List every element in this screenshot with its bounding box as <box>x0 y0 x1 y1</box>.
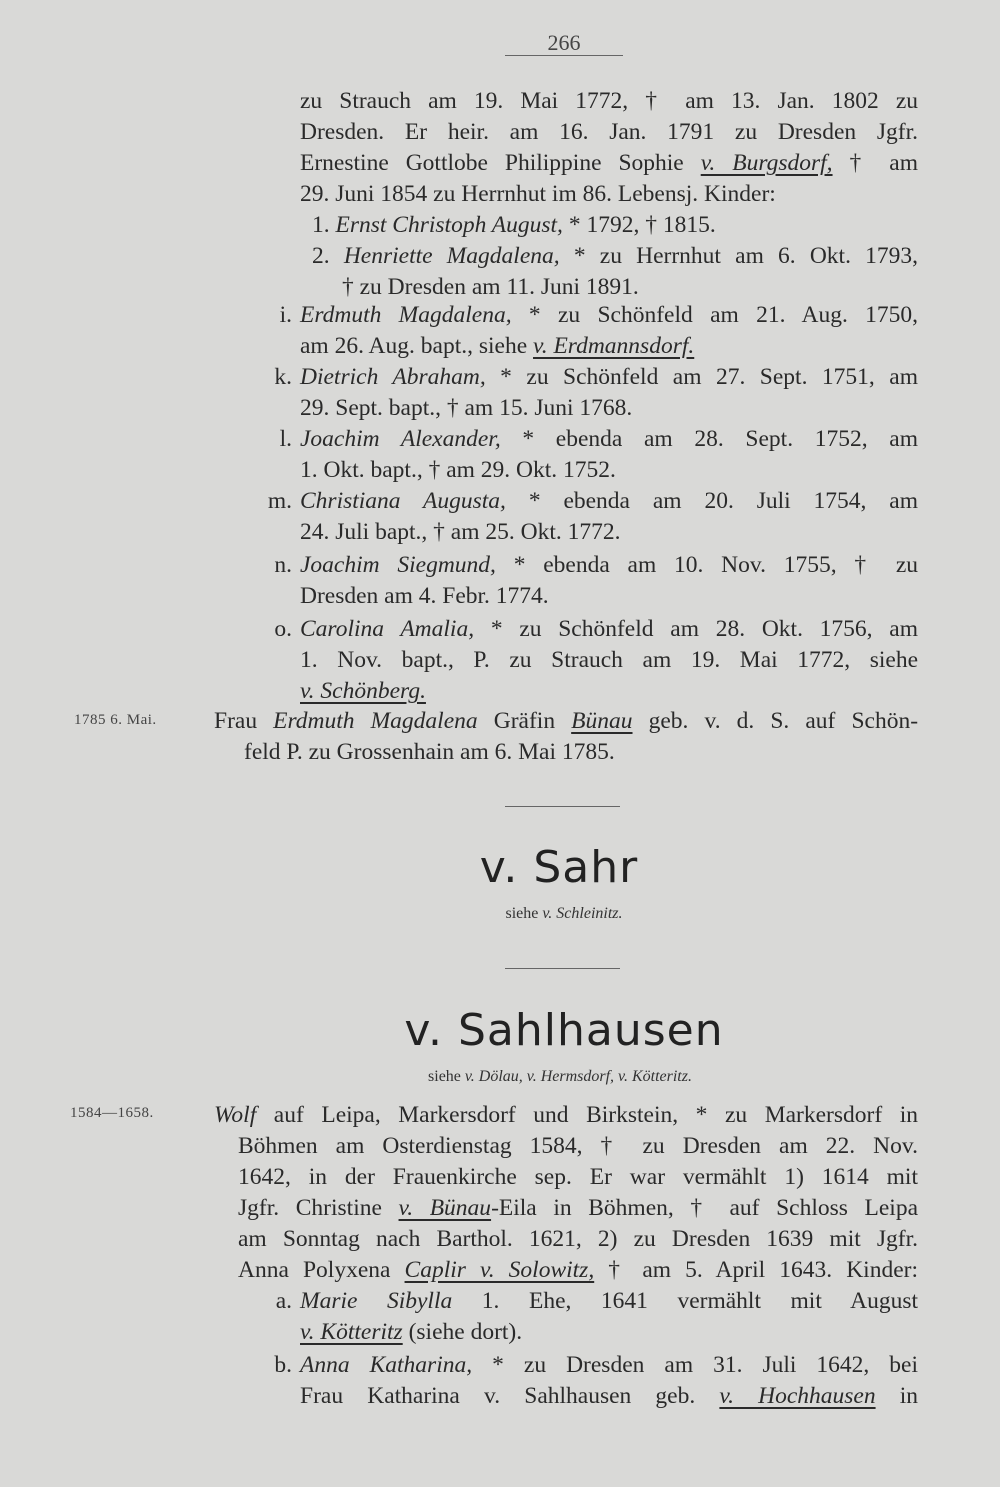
cross-reference-link[interactable]: v. Erdmannsdorf. <box>533 333 695 359</box>
margin-date: 1584—1658. <box>70 1105 154 1121</box>
person-name: Dietrich Abraham, <box>300 364 486 390</box>
page-number: 266 <box>547 30 581 55</box>
person-name: Carolina Amalia, <box>300 616 475 642</box>
entry-text <box>300 86 918 210</box>
person-name: Joachim Siegmund, <box>300 552 496 578</box>
section-heading: v. Sahr <box>479 842 639 893</box>
text-line: Ernestine Gottlobe Philippine Sophie v. Burgsdorf, † am <box>300 150 918 176</box>
item-k: k. Dietrich Abraham, * zu Schönfeld am 27. Sept. 1751, am 29. Sept. bapt., † am 15. Juni 1768. <box>274 364 918 421</box>
child-b: b. Anna Katharina, * zu Dresden am 31. Juli 1642, bei Frau Katharina v. Sahlhausen geb. v. Hochhausen in <box>274 1352 919 1409</box>
child-a: a. Marie Sibylla 1. Ehe, 1641 vermählt mit August v. Kötteritz (siehe dort). <box>275 1288 919 1345</box>
item-n: n. Joachim Siegmund, * ebenda am 10. Nov. 1755, † zu Dresden am 4. Febr. 1774. <box>274 552 918 609</box>
cross-reference-link[interactable]: Caplir v. Solowitz, <box>404 1257 595 1283</box>
text-line: 29. Juni 1854 zu Herrnhut im 86. Lebensj. Kinder: <box>300 181 776 207</box>
page-number-rule <box>505 55 623 56</box>
item-i: i. Erdmuth Magdalena, * zu Schönfeld am 21. Aug. 1750, am 26. Aug. bapt., siehe v. Erdmannsdorf. <box>279 302 918 359</box>
item-m: m. Christiana Augusta, * ebenda am 20. Juli 1754, am 24. Juli bapt., † am 25. Okt. 1772. <box>267 488 918 545</box>
item-o: o. Carolina Amalia, * zu Schönfeld am 28. Okt. 1756, am 1. Nov. bapt., P. zu Strauch am 19. Mai 1772, siehe v. Schönberg. <box>274 616 919 704</box>
section-divider <box>505 968 620 969</box>
person-name: Erdmuth Magdalena <box>273 708 478 734</box>
item-l: l. Joachim Alexander, * ebenda am 28. Sept. 1752, am 1. Okt. bapt., † am 29. Okt. 1752. <box>279 426 918 483</box>
cross-reference-link[interactable]: v. Kötteritz <box>300 1319 403 1345</box>
person-name: Wolf <box>214 1102 257 1128</box>
child-entry: 1. Ernst Christoph August, * 1792, † 1815. <box>312 212 716 238</box>
person-name: Anna Katharina, <box>300 1352 473 1378</box>
person-name: Erdmuth Magdalena, <box>300 302 512 328</box>
section-heading: v. Sahlhausen <box>404 1005 724 1056</box>
cross-reference-link[interactable]: Bünau <box>571 708 633 734</box>
person-name: Henriette Magdalena, <box>343 243 560 269</box>
margin-date: 1785 6. Mai. <box>74 712 157 728</box>
person-name: Joachim Alexander, <box>300 426 501 452</box>
cross-reference-link[interactable]: v. Bünau <box>398 1195 492 1221</box>
person-name: Marie Sibylla <box>300 1288 453 1314</box>
text-line: zu Strauch am 19. Mai 1772, † am 13. Jan. 1802 zu <box>300 88 918 114</box>
cross-reference-link[interactable]: v. Dölau, v. Hermsdorf, v. Kötteritz. <box>464 1068 692 1085</box>
see-also: siehe v. Schleinitz. <box>505 905 623 922</box>
child-entry: 2. Henriette Magdalena, * zu Herrnhut am 6. Okt. 1793, † zu Dresden am 11. Juni 1891. <box>312 243 919 300</box>
cross-reference-link[interactable]: v. Burgsdorf, <box>700 150 833 176</box>
person-name: Christiana Augusta, <box>300 488 506 514</box>
section-divider <box>505 806 620 807</box>
death-entry: Frau Erdmuth Magdalena Gräfin Bünau geb. v. d. S. auf Schön- feld P. zu Grossenhain am 6. Mai 1785. <box>214 708 919 765</box>
cross-reference-link[interactable]: v. Schönberg. <box>300 678 426 704</box>
see-also: siehe v. Dölau, v. Hermsdorf, v. Kötteritz. <box>428 1068 692 1085</box>
cross-reference-link[interactable]: v. Hochhausen <box>719 1383 876 1409</box>
cross-reference-link[interactable]: v. Schleinitz. <box>542 905 623 922</box>
text-line: Dresden. Er heir. am 16. Jan. 1791 zu Dresden Jgfr. <box>300 119 918 145</box>
person-name: Ernst Christoph August, <box>335 212 563 238</box>
sahlhausen-entry: Wolf auf Leipa, Markersdorf und Birkstein, * zu Markersdorf in Böhmen am Osterdienstag 1584, † zu Dresden am 22. Nov. 1642, in der Frauenkirche sep. Er war vermählt 1) 1614 mit Jgfr. Christine v. Bünau-Eila in Böhmen, † auf Schloss Leipa am Sonntag nach Barthol. 1621, 2) zu Dresden 1639 mit Jgfr. Anna Polyxena Caplir v. Solowitz, † am 5. April 1643. Kinder: <box>214 1102 919 1283</box>
